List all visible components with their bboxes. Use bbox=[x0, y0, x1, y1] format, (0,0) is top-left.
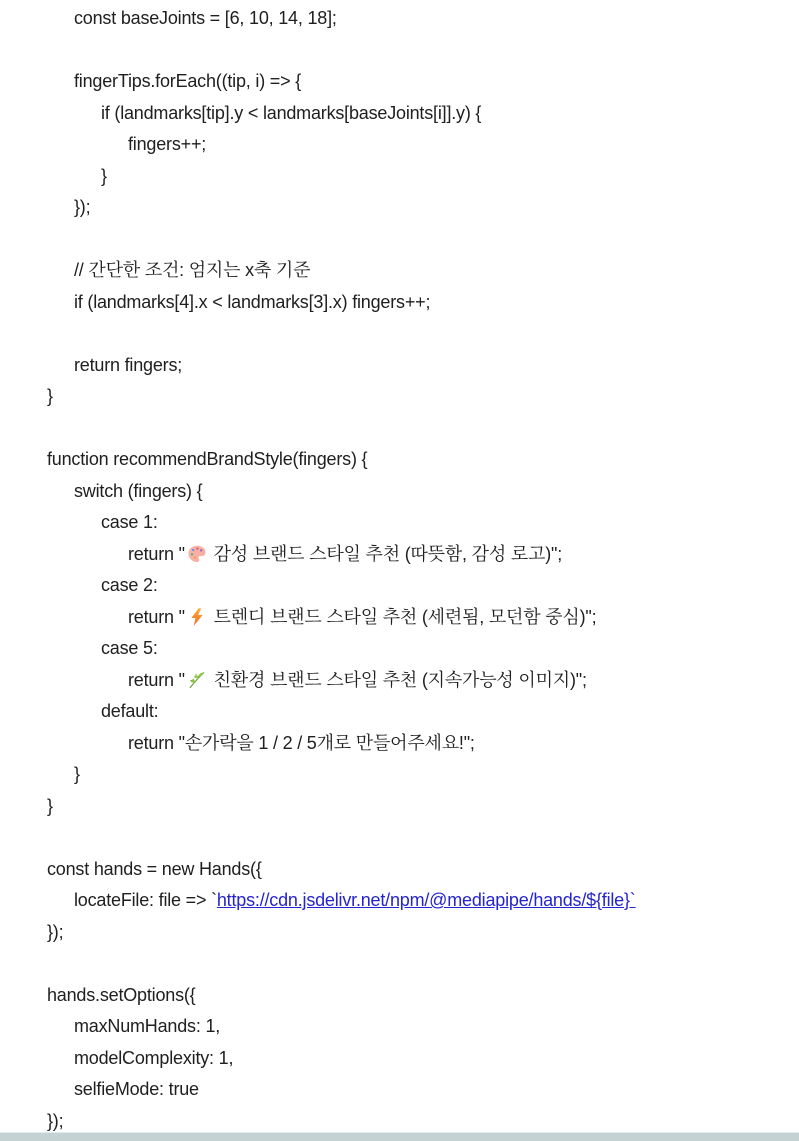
code-line bbox=[0, 602, 799, 634]
code-text: fingers++; bbox=[128, 134, 207, 154]
code-line bbox=[0, 728, 799, 760]
code-line bbox=[0, 98, 799, 130]
code-text: }); bbox=[47, 921, 64, 942]
code-line bbox=[0, 381, 799, 413]
code-line bbox=[0, 854, 799, 886]
code-text: } bbox=[47, 795, 53, 816]
code-text: return " bbox=[128, 669, 185, 690]
code-text: case 2: bbox=[101, 575, 158, 595]
code-line bbox=[0, 1074, 799, 1106]
code-text: fingerTips.forEach((tip, i) => { bbox=[74, 71, 302, 91]
code-text: } bbox=[101, 165, 107, 186]
code-line bbox=[0, 759, 799, 791]
code-text: selfieMode: true bbox=[74, 1079, 199, 1099]
code-line bbox=[0, 66, 799, 98]
code-text: } bbox=[74, 764, 80, 784]
blank-line bbox=[0, 413, 799, 445]
code-line bbox=[0, 287, 799, 319]
code-line bbox=[0, 444, 799, 476]
code-text: // 간단한 조건: 엄지는 x축 기준 bbox=[74, 260, 311, 280]
code-text: return fingers; bbox=[74, 354, 183, 375]
code-text: }); bbox=[74, 197, 91, 217]
code-line bbox=[0, 1011, 799, 1043]
code-line bbox=[0, 1043, 799, 1075]
code-text: return " bbox=[128, 606, 185, 627]
blank-line bbox=[0, 35, 799, 67]
blank-line bbox=[0, 224, 799, 256]
code-text: 친환경 브랜드 스타일 추천 (지속가능성 이미지)"; bbox=[208, 669, 587, 690]
code-line bbox=[0, 980, 799, 1012]
code-line bbox=[0, 917, 799, 949]
code-line bbox=[0, 791, 799, 823]
code-line bbox=[0, 633, 799, 665]
code-text: return " bbox=[128, 543, 185, 564]
code-line bbox=[0, 192, 799, 224]
code-text: if (landmarks[4].x < landmarks[3].x) fingers++; bbox=[74, 291, 431, 312]
code-line bbox=[0, 696, 799, 728]
code-text: locateFile: file => ` bbox=[74, 890, 217, 910]
horizontal-scrollbar[interactable] bbox=[0, 1132, 799, 1141]
code-text: case 5: bbox=[101, 638, 158, 658]
code-text: 트렌디 브랜드 스타일 추천 (세련됨, 모던함 중심)"; bbox=[208, 606, 597, 627]
code-text: return "손가락을 1 / 2 / 5개로 만들어주세요!"; bbox=[128, 732, 475, 753]
palette-emoji bbox=[187, 544, 207, 564]
code-line bbox=[0, 255, 799, 287]
code-text: default: bbox=[101, 701, 159, 721]
code-text: }); bbox=[47, 1110, 64, 1131]
code-text: hands.setOptions({ bbox=[47, 984, 196, 1005]
code-text: if (landmarks[tip].y < landmarks[baseJoints[i]].y) { bbox=[101, 102, 482, 123]
code-line bbox=[0, 3, 799, 35]
blank-line bbox=[0, 318, 799, 350]
code-line bbox=[0, 161, 799, 193]
lightning-emoji bbox=[187, 607, 207, 627]
herb-emoji bbox=[187, 670, 207, 690]
code-text: const baseJoints = [6, 10, 14, 18]; bbox=[74, 8, 337, 28]
code-line bbox=[0, 885, 799, 917]
code-line bbox=[0, 350, 799, 382]
code-text: modelComplexity: 1, bbox=[74, 1047, 234, 1068]
code-line bbox=[0, 665, 799, 697]
blank-line bbox=[0, 822, 799, 854]
code-text: maxNumHands: 1, bbox=[74, 1016, 221, 1036]
code-text: case 1: bbox=[101, 512, 158, 532]
code-text: function recommendBrandStyle(fingers) { bbox=[47, 449, 368, 469]
code-line bbox=[0, 507, 799, 539]
mediapipe-cdn-link[interactable]: https://cdn.jsdelivr.net/npm/@mediapipe/hands/${file}` bbox=[216, 890, 636, 910]
code-line bbox=[0, 570, 799, 602]
code-text: 감성 브랜드 스타일 추천 (따뜻함, 감성 로고)"; bbox=[208, 543, 562, 564]
code-line bbox=[0, 476, 799, 508]
code-line bbox=[0, 129, 799, 161]
code-text: switch (fingers) { bbox=[74, 480, 203, 501]
code-line bbox=[0, 539, 799, 571]
code-text: } bbox=[47, 386, 53, 406]
blank-line bbox=[0, 948, 799, 980]
code-text: const hands = new Hands({ bbox=[47, 858, 262, 879]
